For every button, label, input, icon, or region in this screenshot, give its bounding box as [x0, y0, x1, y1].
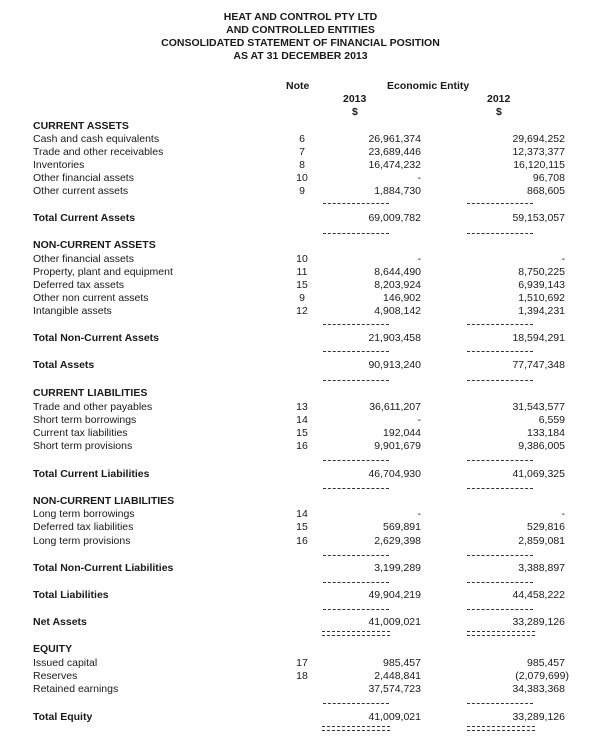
table-row: Issued capital 17 985,457 985,457 [33, 657, 565, 669]
statement-date: AS AT 31 DECEMBER 2013 [233, 50, 368, 62]
table-row: Deferred tax liabilities 15 569,891 529,816 [33, 521, 565, 533]
company-name: HEAT AND CONTROL PTY LTD [223, 11, 378, 23]
table-row: Trade and other receivables 7 23,689,446 12,373,377 [33, 146, 565, 158]
subtotal-rule [323, 582, 389, 583]
table-row: Inventories 8 16,474,232 16,120,115 [33, 159, 565, 171]
total-row: Total Liabilities 49,904,219 44,458,222 [33, 589, 565, 601]
double-rule [467, 726, 535, 731]
subtotal-rule [467, 609, 533, 610]
total-row: Net Assets 41,009,021 33,289,126 [33, 616, 565, 628]
section-heading: CURRENT ASSETS [33, 120, 129, 132]
section-heading: EQUITY [33, 643, 73, 655]
total-row: Total Equity 41,009,021 33,289,126 [33, 711, 565, 723]
year-2012-header: 2012 [487, 93, 511, 105]
table-row: Cash and cash equivalents 6 26,961,374 29,694,252 [33, 133, 565, 145]
company-subtitle: AND CONTROLLED ENTITIES [226, 24, 375, 36]
table-row: Other current assets 9 1,884,730 868,605 [33, 185, 565, 197]
total-row: Total Non-Current Liabilities 3,199,289 3,388,897 [33, 562, 565, 574]
total-row: Total Assets 90,913,240 77,747,348 [33, 359, 565, 371]
total-row: Total Non-Current Assets 21,903,458 18,594,291 [33, 332, 565, 344]
total-rule [323, 233, 389, 234]
table-row: Short term borrowings 14 - 6,559 [33, 414, 565, 426]
note-column-header: Note [286, 80, 310, 92]
table-row: Other non current assets 9 146,902 1,510,692 [33, 292, 565, 304]
statement-name: CONSOLIDATED STATEMENT OF FINANCIAL POSITION [161, 37, 440, 49]
total-rule [467, 488, 533, 489]
subtotal-rule [467, 203, 533, 204]
subtotal-rule [467, 703, 533, 704]
table-row: Retained earnings 37,574,723 34,383,368 [33, 683, 565, 695]
subtotal-rule [467, 324, 533, 325]
table-row: Current tax liabilities 15 192,044 133,184 [33, 427, 565, 439]
subtotal-rule [323, 324, 389, 325]
table-row: Intangible assets 12 4,908,142 1,394,231 [33, 305, 565, 317]
subtotal-rule [323, 460, 389, 461]
section-heading: NON-CURRENT LIABILITIES [33, 495, 175, 507]
total-rule [323, 380, 389, 381]
table-row: Trade and other payables 13 36,611,207 31,543,577 [33, 401, 565, 413]
table-row: Other financial assets 10 - - [33, 253, 565, 265]
double-rule [467, 631, 535, 636]
double-rule [322, 631, 390, 636]
subtotal-rule [323, 609, 389, 610]
table-row: Long term provisions 16 2,629,398 2,859,081 [33, 535, 565, 547]
subtotal-rule [323, 555, 389, 556]
total-rule [467, 233, 533, 234]
subtotal-rule [467, 460, 533, 461]
subtotal-rule [323, 351, 389, 352]
total-rule [467, 380, 533, 381]
subtotal-rule [323, 703, 389, 704]
total-row: Total Current Assets 69,009,782 59,153,057 [33, 212, 565, 224]
currency-2013: $ [352, 106, 358, 118]
table-row: Short term provisions 16 9,901,679 9,386,005 [33, 440, 565, 452]
table-row: Deferred tax assets 15 8,203,924 6,939,143 [33, 279, 565, 291]
total-rule [323, 488, 389, 489]
currency-2012: $ [496, 106, 502, 118]
section-heading: CURRENT LIABILITIES [33, 387, 148, 399]
table-row: Reserves 18 2,448,841 (2,079,699) [33, 670, 569, 682]
table-row: Property, plant and equipment 11 8,644,490 8,750,225 [33, 266, 565, 278]
table-row: Other financial assets 10 - 96,708 [33, 172, 565, 184]
subtotal-rule [467, 582, 533, 583]
double-rule [322, 726, 390, 731]
year-2013-header: 2013 [343, 93, 367, 105]
subtotal-rule [467, 351, 533, 352]
total-row: Total Current Liabilities 46,704,930 41,069,325 [33, 468, 565, 480]
subtotal-rule [323, 203, 389, 204]
subtotal-rule [467, 555, 533, 556]
section-heading: NON-CURRENT ASSETS [33, 239, 156, 251]
table-row: Long term borrowings 14 - - [33, 508, 565, 520]
entity-column-header: Economic Entity [387, 80, 470, 92]
